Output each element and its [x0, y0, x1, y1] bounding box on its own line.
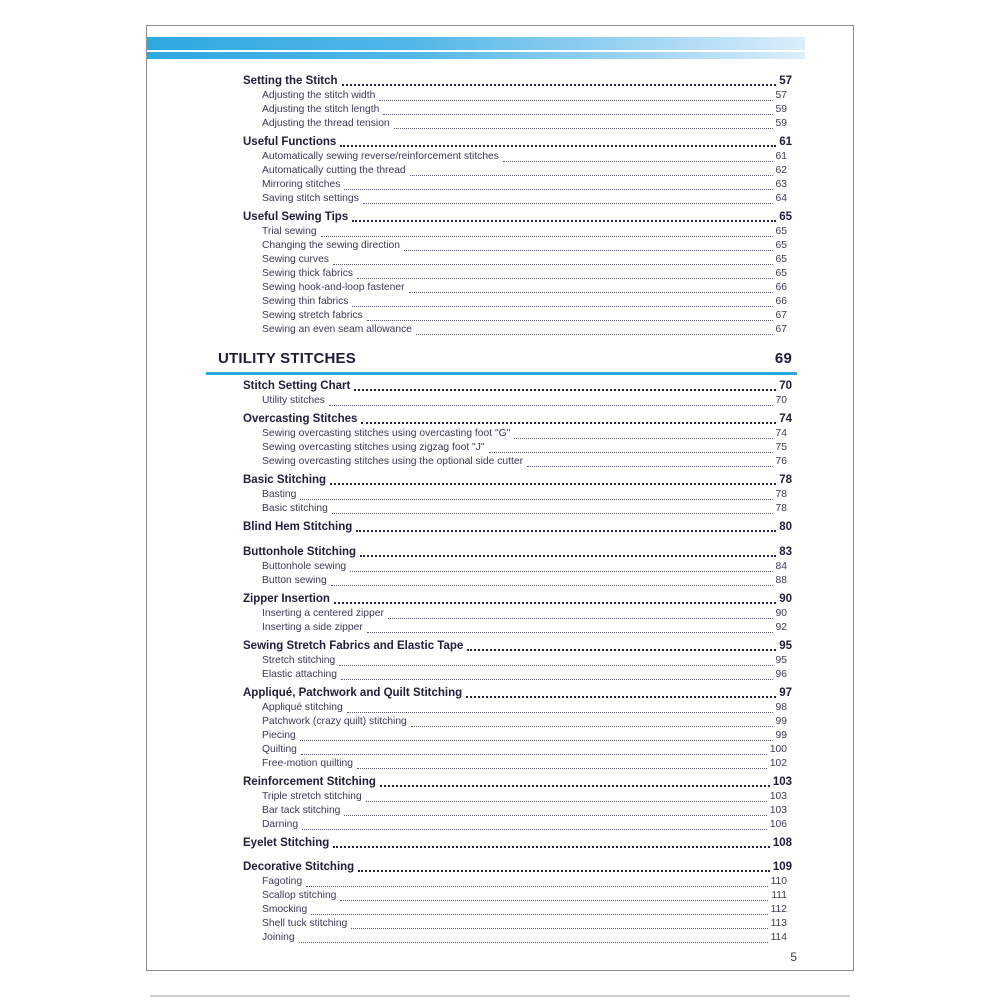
dot-leader	[340, 145, 776, 147]
toc-sub-page: 67	[775, 310, 787, 321]
dot-leader	[416, 334, 773, 335]
toc-sub-page: 95	[775, 654, 787, 666]
toc-sub-label: Mirroring stitches	[262, 179, 341, 190]
toc-sub-row	[243, 743, 792, 757]
toc-sub-row	[243, 178, 792, 192]
toc-sub-row	[243, 607, 792, 621]
toc-sub-label: Patchwork (crazy quilt) stitching	[262, 715, 407, 727]
toc-sub-row	[243, 818, 792, 832]
next-page-edge	[150, 995, 850, 997]
toc-sub-row	[243, 427, 792, 441]
dot-leader	[358, 870, 770, 872]
toc-sub-label: Sewing overcasting stitches using overcasting foot "G"	[262, 428, 511, 439]
dot-leader	[354, 389, 776, 391]
toc-sub-row	[243, 488, 792, 502]
toc-sub-page: 59	[775, 118, 787, 129]
toc-sub-row	[243, 117, 792, 131]
toc-sub-label: Quilting	[262, 743, 297, 755]
toc-sub-row	[243, 295, 792, 309]
dot-leader	[367, 632, 773, 633]
dot-leader	[300, 740, 773, 741]
toc-sub-page: 100	[769, 743, 787, 755]
toc-sub-page: 70	[775, 395, 787, 406]
toc-section-page: 109	[772, 861, 792, 873]
toc-section-label: Setting the Stitch	[243, 75, 338, 87]
toc-sub-label: Stretch stitching	[262, 654, 336, 666]
dot-leader	[321, 236, 773, 237]
toc-sub-label: Buttonhole sewing	[262, 560, 347, 572]
dot-leader	[301, 754, 767, 755]
dot-leader	[340, 900, 768, 901]
toc-sub-row	[243, 804, 792, 818]
dot-leader	[357, 768, 767, 769]
toc-sub-page: 75	[775, 442, 787, 453]
toc-section-label: Reinforcement Stitching	[243, 775, 376, 788]
toc-section-row	[243, 592, 792, 607]
toc-sub-label: Smocking	[262, 904, 308, 915]
toc-section-row	[243, 135, 792, 150]
toc-sub-row	[243, 502, 792, 516]
toc-sub-label: Triple stretch stitching	[262, 790, 362, 802]
toc-sub-label: Appliqué stitching	[262, 701, 343, 713]
dot-leader	[330, 483, 776, 485]
toc-sub-page: 112	[770, 904, 787, 915]
dot-leader	[306, 886, 768, 887]
toc-sub-page: 99	[775, 715, 787, 727]
toc-sub-row	[243, 560, 792, 574]
toc-sub-page: 106	[769, 818, 787, 830]
dot-leader	[351, 928, 767, 929]
dot-leader	[332, 513, 773, 514]
toc-sub-row	[243, 89, 792, 103]
dot-leader	[334, 602, 776, 604]
dot-leader	[379, 100, 772, 101]
toc-sub-row	[243, 309, 792, 323]
toc-sub-label: Joining	[262, 932, 295, 943]
toc-section-label: Useful Functions	[243, 136, 337, 148]
toc-sub-label: Adjusting the stitch length	[262, 104, 380, 115]
dot-leader	[409, 292, 773, 293]
toc-sub-label: Basting	[262, 489, 297, 500]
toc-sub-page: 96	[775, 668, 787, 680]
dot-leader	[347, 712, 773, 713]
dot-leader	[466, 696, 776, 698]
toc-sub-page: 92	[775, 621, 787, 633]
dot-leader	[329, 405, 773, 406]
toc-sub-page: 111	[771, 890, 787, 901]
toc-sub-page: 65	[775, 254, 787, 265]
dot-leader	[383, 114, 772, 115]
toc-sub-page: 78	[775, 489, 787, 500]
toc-sub-row	[243, 225, 792, 239]
toc-sub-label: Sewing thick fabrics	[262, 268, 353, 279]
toc-sub-row	[243, 103, 792, 117]
toc-sub-page: 76	[775, 456, 787, 467]
toc-section-row	[243, 545, 792, 560]
toc-sub-row	[243, 323, 792, 337]
toc-sub-page: 65	[775, 240, 787, 251]
toc-section-row	[243, 686, 792, 701]
toc-sub-page: 88	[775, 574, 787, 586]
dot-leader	[361, 422, 776, 424]
dot-leader	[380, 785, 770, 787]
toc-sub-page: 66	[775, 296, 787, 307]
dot-leader	[394, 128, 773, 129]
toc-section-page: 74	[779, 413, 792, 425]
dot-leader	[311, 914, 767, 915]
toc-section-row	[243, 473, 792, 488]
toc-section-row	[243, 412, 792, 427]
toc-section-page: 80	[779, 521, 792, 533]
toc-sub-row	[243, 455, 792, 469]
dot-leader	[404, 250, 773, 251]
dot-leader	[300, 499, 772, 500]
dot-leader	[341, 679, 773, 680]
dot-leader	[503, 161, 773, 162]
toc-sub-page: 114	[770, 932, 787, 943]
toc-sub-page: 99	[775, 729, 787, 741]
toc-sub-page: 67	[775, 324, 787, 335]
toc-sub-label: Elastic attaching	[262, 668, 337, 680]
toc-sub-row	[243, 394, 792, 408]
toc-sub-page: 110	[770, 876, 787, 887]
toc-section-row	[243, 860, 792, 875]
toc-sub-label: Shell tuck stitching	[262, 918, 348, 929]
toc-section-label: Useful Sewing Tips	[243, 211, 349, 223]
manual-toc-page	[146, 25, 854, 971]
toc-sub-page: 59	[775, 104, 787, 115]
toc-sub-row	[243, 267, 792, 281]
toc-sub-row	[243, 790, 792, 804]
toc-sub-page: 84	[775, 560, 787, 572]
toc-sub-page: 102	[769, 757, 787, 769]
toc-sub-row	[243, 239, 792, 253]
toc-sub-label: Bar tack stitching	[262, 804, 341, 816]
toc-sub-label: Darning	[262, 818, 299, 830]
dot-leader	[363, 203, 773, 204]
chapter-heading	[218, 349, 792, 369]
toc-sub-row	[243, 931, 792, 945]
toc-section-row	[243, 379, 792, 394]
toc-sub-label: Sewing hook-and-loop fastener	[262, 282, 405, 293]
toc-section-label: Appliqué, Patchwork and Quilt Stitching	[243, 686, 463, 699]
toc-section-page: 78	[779, 474, 792, 486]
toc-sub-page: 66	[775, 282, 787, 293]
toc-sub-page: 65	[775, 268, 787, 279]
page-number: 5	[790, 950, 797, 964]
dot-leader	[410, 175, 773, 176]
toc-sub-page: 63	[775, 179, 787, 190]
dot-leader	[489, 452, 773, 453]
dot-leader	[352, 306, 772, 307]
toc-sub-row	[243, 715, 792, 729]
toc-sub-page: 64	[775, 193, 787, 204]
toc-sub-label: Piecing	[262, 729, 296, 741]
dot-leader	[333, 264, 773, 265]
toc-sub-row	[243, 729, 792, 743]
dot-leader	[352, 220, 776, 222]
toc-section-row	[243, 639, 792, 654]
toc-sub-label: Changing the sewing direction	[262, 240, 400, 251]
dot-leader	[360, 555, 776, 557]
toc-sub-row	[243, 654, 792, 668]
chapter-rule	[206, 372, 797, 375]
dot-leader	[388, 618, 773, 619]
toc-section-page: 65	[779, 211, 792, 223]
toc-sub-label: Inserting a centered zipper	[262, 607, 384, 619]
toc-chapter-row	[218, 349, 792, 375]
dot-leader	[367, 320, 773, 321]
toc-section-row	[243, 836, 792, 851]
toc-sub-row	[243, 757, 792, 771]
toc-section-page: 57	[779, 75, 792, 87]
toc-sub-label: Sewing overcasting stitches using zigzag foot "J"	[262, 442, 485, 453]
toc-sub-label: Automatically sewing reverse/reinforcement stitches	[262, 151, 499, 162]
toc-sub-row	[243, 281, 792, 295]
toc-sub-row	[243, 150, 792, 164]
dot-leader	[299, 942, 768, 943]
dot-leader	[527, 466, 773, 467]
dot-leader	[350, 571, 772, 572]
toc-section-row	[243, 74, 792, 89]
toc-section-page: 61	[779, 136, 792, 148]
chapter-page-number: 69	[774, 350, 792, 367]
dot-leader	[467, 649, 776, 651]
toc-section-label: Sewing Stretch Fabrics and Elastic Tape	[243, 639, 464, 652]
toc-sub-row	[243, 441, 792, 455]
toc-sub-row	[243, 253, 792, 267]
toc-sub-page: 113	[770, 918, 787, 929]
toc-sub-label: Sewing curves	[262, 254, 329, 265]
toc-sub-page: 103	[769, 790, 787, 802]
toc-sub-page: 74	[775, 428, 787, 439]
toc-sub-row	[243, 164, 792, 178]
toc-sub-row	[243, 701, 792, 715]
toc-section-page: 90	[779, 592, 792, 605]
dot-leader	[514, 438, 772, 439]
toc-sub-page: 62	[775, 165, 787, 176]
dot-leader	[344, 815, 766, 816]
toc-section-row	[243, 775, 792, 790]
toc-sub-row	[243, 621, 792, 635]
toc-section-label: Stitch Setting Chart	[243, 380, 351, 392]
toc-sub-label: Sewing thin fabrics	[262, 296, 349, 307]
toc-sub-label: Basic stitching	[262, 503, 328, 514]
dot-leader	[411, 726, 773, 727]
toc-section-label: Zipper Insertion	[243, 592, 330, 605]
toc-sub-row	[243, 668, 792, 682]
toc-sub-row	[243, 903, 792, 917]
toc-sub-label: Saving stitch settings	[262, 193, 359, 204]
toc-sub-page: 103	[769, 804, 787, 816]
toc-list	[148, 26, 854, 945]
toc-section-page: 95	[779, 639, 792, 652]
toc-section-page: 108	[772, 836, 792, 849]
toc-sub-page: 57	[775, 90, 787, 101]
toc-section-label: Buttonhole Stitching	[243, 545, 357, 558]
toc-sub-label: Inserting a side zipper	[262, 621, 363, 633]
toc-sub-row	[243, 574, 792, 588]
toc-sub-label: Free-motion quilting	[262, 757, 353, 769]
dot-leader	[331, 585, 773, 586]
dot-leader	[339, 665, 772, 666]
toc-sub-page: 90	[775, 607, 787, 619]
toc-section-label: Basic Stitching	[243, 474, 327, 486]
toc-section-page: 97	[779, 686, 792, 699]
toc-sub-label: Button sewing	[262, 574, 327, 586]
toc-section-page: 70	[779, 380, 792, 392]
toc-sub-row	[243, 875, 792, 889]
toc-sub-label: Adjusting the thread tension	[262, 118, 390, 129]
toc-section-page: 103	[772, 775, 792, 788]
toc-sub-page: 98	[775, 701, 787, 713]
toc-sub-row	[243, 889, 792, 903]
toc-section-label: Eyelet Stitching	[243, 836, 330, 849]
toc-sub-row	[243, 192, 792, 206]
toc-section-label: Decorative Stitching	[243, 861, 355, 873]
chapter-title: UTILITY STITCHES	[218, 350, 356, 367]
toc-section-row	[243, 210, 792, 225]
dot-leader	[356, 530, 776, 532]
toc-sub-label: Sewing stretch fabrics	[262, 310, 363, 321]
dot-leader	[333, 846, 770, 848]
toc-sub-label: Adjusting the stitch width	[262, 90, 376, 101]
toc-sub-label: Sewing an even seam allowance	[262, 324, 412, 335]
toc-section-label: Blind Hem Stitching	[243, 521, 353, 533]
toc-sub-label: Scallop stitching	[262, 890, 337, 901]
toc-sub-label: Sewing overcasting stitches using the optional side cutter	[262, 456, 524, 467]
toc-section-page: 83	[779, 545, 792, 558]
toc-sub-label: Automatically cutting the thread	[262, 165, 406, 176]
dot-leader	[366, 801, 767, 802]
toc-sub-page: 61	[775, 151, 787, 162]
toc-sub-row	[243, 917, 792, 931]
toc-sub-label: Trial sewing	[262, 226, 317, 237]
toc-sub-label: Utility stitches	[262, 395, 325, 406]
toc-section-label: Overcasting Stitches	[243, 413, 358, 425]
dot-leader	[357, 278, 773, 279]
toc-section-row	[243, 520, 792, 535]
dot-leader	[344, 189, 772, 190]
dot-leader	[342, 84, 777, 86]
toc-sub-page: 65	[775, 226, 787, 237]
toc-sub-label: Fagoting	[262, 876, 303, 887]
dot-leader	[302, 829, 767, 830]
toc-sub-page: 78	[775, 503, 787, 514]
